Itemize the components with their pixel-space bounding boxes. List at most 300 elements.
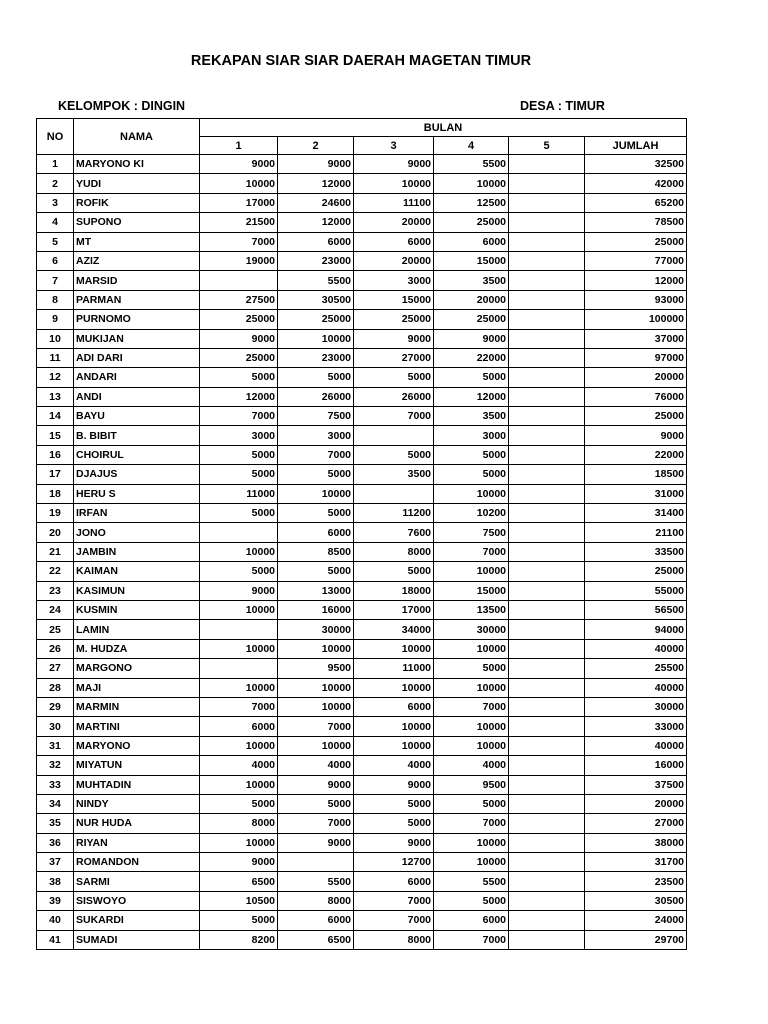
- row-jumlah: 25500: [585, 659, 687, 678]
- row-no: 13: [37, 387, 74, 406]
- row-jumlah: 25000: [585, 562, 687, 581]
- row-month-2: 5000: [278, 368, 354, 387]
- row-month-3: 9000: [354, 833, 434, 852]
- row-nama: MUKIJAN: [74, 329, 200, 348]
- row-month-4: 12500: [434, 193, 509, 212]
- row-month-4: 7000: [434, 697, 509, 716]
- row-month-4: 20000: [434, 290, 509, 309]
- row-month-1: 9000: [200, 853, 278, 872]
- row-month-1: 7000: [200, 407, 278, 426]
- row-no: 19: [37, 504, 74, 523]
- table-row: [37, 329, 687, 348]
- row-nama: DJAJUS: [74, 465, 200, 484]
- row-month-1: 12000: [200, 387, 278, 406]
- row-month-2: 10000: [278, 329, 354, 348]
- row-no: 26: [37, 639, 74, 658]
- row-month-3: 3500: [354, 465, 434, 484]
- row-month-2: 9000: [278, 833, 354, 852]
- header-month-5: 5: [509, 137, 585, 155]
- row-month-5: [509, 465, 585, 484]
- row-month-4: 5000: [434, 368, 509, 387]
- row-no: 24: [37, 600, 74, 619]
- table-row: [37, 562, 687, 581]
- row-month-4: 10000: [434, 639, 509, 658]
- row-nama: ANDI: [74, 387, 200, 406]
- row-month-3: 6000: [354, 697, 434, 716]
- row-nama: AZIZ: [74, 251, 200, 270]
- header-bulan: BULAN: [200, 119, 687, 137]
- table-row: [37, 717, 687, 736]
- row-nama: KASIMUN: [74, 581, 200, 600]
- row-month-2: 7000: [278, 717, 354, 736]
- row-month-2: 23000: [278, 348, 354, 367]
- row-month-2: 5000: [278, 465, 354, 484]
- row-month-3: 34000: [354, 620, 434, 639]
- row-jumlah: 20000: [585, 368, 687, 387]
- row-month-1: [200, 271, 278, 290]
- row-no: 33: [37, 775, 74, 794]
- row-jumlah: 40000: [585, 678, 687, 697]
- row-month-4: 10000: [434, 717, 509, 736]
- row-month-3: 10000: [354, 736, 434, 755]
- row-jumlah: 18500: [585, 465, 687, 484]
- row-month-1: 10000: [200, 542, 278, 561]
- row-month-4: 5000: [434, 891, 509, 910]
- row-month-1: 8200: [200, 930, 278, 949]
- row-month-3: 6000: [354, 232, 434, 251]
- row-no: 3: [37, 193, 74, 212]
- row-jumlah: 32500: [585, 155, 687, 174]
- row-month-5: [509, 155, 585, 174]
- row-month-5: [509, 775, 585, 794]
- row-month-4: 7000: [434, 930, 509, 949]
- row-no: 15: [37, 426, 74, 445]
- row-jumlah: 37000: [585, 329, 687, 348]
- row-nama: MARSID: [74, 271, 200, 290]
- row-month-3: 5000: [354, 368, 434, 387]
- row-month-5: [509, 310, 585, 329]
- row-no: 40: [37, 911, 74, 930]
- table-row: [37, 174, 687, 193]
- row-month-1: 10000: [200, 174, 278, 193]
- table-row: [37, 504, 687, 523]
- row-month-4: 22000: [434, 348, 509, 367]
- row-month-1: 5000: [200, 562, 278, 581]
- row-month-2: 3000: [278, 426, 354, 445]
- row-month-4: 10200: [434, 504, 509, 523]
- row-month-1: 10000: [200, 736, 278, 755]
- row-month-1: 6000: [200, 717, 278, 736]
- row-month-2: 9500: [278, 659, 354, 678]
- row-jumlah: 30000: [585, 697, 687, 716]
- row-month-4: 5000: [434, 445, 509, 464]
- header-month-1: 1: [200, 137, 278, 155]
- row-month-2: 7500: [278, 407, 354, 426]
- row-month-2: 23000: [278, 251, 354, 270]
- row-nama: JONO: [74, 523, 200, 542]
- row-nama: BAYU: [74, 407, 200, 426]
- row-month-1: 8000: [200, 814, 278, 833]
- row-nama: ANDARI: [74, 368, 200, 387]
- row-month-3: [354, 484, 434, 503]
- row-jumlah: 33000: [585, 717, 687, 736]
- row-no: 36: [37, 833, 74, 852]
- row-nama: MARYONO KI: [74, 155, 200, 174]
- row-month-5: [509, 853, 585, 872]
- row-month-3: 15000: [354, 290, 434, 309]
- row-no: 12: [37, 368, 74, 387]
- row-month-2: 12000: [278, 213, 354, 232]
- row-month-5: [509, 872, 585, 891]
- row-month-3: 3000: [354, 271, 434, 290]
- row-month-2: 24600: [278, 193, 354, 212]
- row-month-2: 5500: [278, 872, 354, 891]
- row-month-4: 10000: [434, 853, 509, 872]
- row-jumlah: 40000: [585, 736, 687, 755]
- row-month-3: 9000: [354, 329, 434, 348]
- row-month-4: 10000: [434, 736, 509, 755]
- row-nama: JAMBIN: [74, 542, 200, 561]
- row-month-4: 10000: [434, 562, 509, 581]
- table-row: [37, 445, 687, 464]
- row-jumlah: 42000: [585, 174, 687, 193]
- row-month-5: [509, 368, 585, 387]
- row-month-5: [509, 193, 585, 212]
- row-month-2: 16000: [278, 600, 354, 619]
- row-jumlah: 56500: [585, 600, 687, 619]
- row-nama: KUSMIN: [74, 600, 200, 619]
- row-month-5: [509, 271, 585, 290]
- row-no: 4: [37, 213, 74, 232]
- row-jumlah: 40000: [585, 639, 687, 658]
- row-month-3: 5000: [354, 562, 434, 581]
- row-month-2: 8000: [278, 891, 354, 910]
- row-month-3: 25000: [354, 310, 434, 329]
- row-jumlah: 21100: [585, 523, 687, 542]
- row-month-1: 27500: [200, 290, 278, 309]
- row-no: 35: [37, 814, 74, 833]
- header-month-2: 2: [278, 137, 354, 155]
- row-no: 28: [37, 678, 74, 697]
- row-month-5: [509, 600, 585, 619]
- table-row: [37, 872, 687, 891]
- row-nama: KAIMAN: [74, 562, 200, 581]
- row-month-1: 19000: [200, 251, 278, 270]
- row-month-5: [509, 891, 585, 910]
- table-row: [37, 523, 687, 542]
- row-month-4: 15000: [434, 581, 509, 600]
- row-month-4: 25000: [434, 213, 509, 232]
- row-nama: IRFAN: [74, 504, 200, 523]
- table-row: [37, 465, 687, 484]
- row-month-5: [509, 329, 585, 348]
- header-jumlah: JUMLAH: [585, 137, 687, 155]
- table-row: [37, 697, 687, 716]
- row-month-3: 27000: [354, 348, 434, 367]
- row-no: 16: [37, 445, 74, 464]
- row-month-5: [509, 290, 585, 309]
- table-row: [37, 891, 687, 910]
- row-month-4: 9000: [434, 329, 509, 348]
- row-jumlah: 31000: [585, 484, 687, 503]
- row-jumlah: 76000: [585, 387, 687, 406]
- row-month-1: 9000: [200, 581, 278, 600]
- table-row: [37, 348, 687, 367]
- row-no: 21: [37, 542, 74, 561]
- row-month-3: 8000: [354, 930, 434, 949]
- row-jumlah: 30500: [585, 891, 687, 910]
- row-nama: RIYAN: [74, 833, 200, 852]
- row-month-3: 11200: [354, 504, 434, 523]
- table-row: [37, 794, 687, 813]
- row-month-5: [509, 484, 585, 503]
- table-row: [37, 407, 687, 426]
- row-month-5: [509, 426, 585, 445]
- row-month-1: 5000: [200, 465, 278, 484]
- row-month-3: 9000: [354, 155, 434, 174]
- row-month-1: [200, 620, 278, 639]
- row-month-4: 30000: [434, 620, 509, 639]
- row-no: 7: [37, 271, 74, 290]
- row-month-1: 25000: [200, 310, 278, 329]
- row-month-1: 10000: [200, 775, 278, 794]
- row-month-2: 5000: [278, 794, 354, 813]
- row-month-1: 10000: [200, 600, 278, 619]
- row-month-3: 12700: [354, 853, 434, 872]
- row-nama: ADI DARI: [74, 348, 200, 367]
- row-jumlah: 31700: [585, 853, 687, 872]
- table-row: [37, 736, 687, 755]
- row-month-4: 15000: [434, 251, 509, 270]
- table-row: [37, 271, 687, 290]
- row-month-5: [509, 251, 585, 270]
- row-month-5: [509, 717, 585, 736]
- row-month-2: 6000: [278, 523, 354, 542]
- row-nama: SUKARDI: [74, 911, 200, 930]
- row-month-4: 5500: [434, 872, 509, 891]
- row-month-5: [509, 639, 585, 658]
- row-no: 2: [37, 174, 74, 193]
- row-jumlah: 20000: [585, 794, 687, 813]
- row-month-3: 5000: [354, 445, 434, 464]
- row-nama: ROFIK: [74, 193, 200, 212]
- row-no: 14: [37, 407, 74, 426]
- row-jumlah: 27000: [585, 814, 687, 833]
- row-month-1: 5000: [200, 504, 278, 523]
- row-month-1: 10500: [200, 891, 278, 910]
- row-month-2: 10000: [278, 736, 354, 755]
- row-month-2: 7000: [278, 814, 354, 833]
- row-month-5: [509, 542, 585, 561]
- row-month-3: 7000: [354, 911, 434, 930]
- table-row: [37, 853, 687, 872]
- row-month-5: [509, 697, 585, 716]
- row-month-2: 10000: [278, 484, 354, 503]
- row-month-1: 17000: [200, 193, 278, 212]
- row-jumlah: 93000: [585, 290, 687, 309]
- row-month-5: [509, 523, 585, 542]
- row-no: 18: [37, 484, 74, 503]
- row-month-1: 21500: [200, 213, 278, 232]
- row-month-3: 4000: [354, 756, 434, 775]
- row-month-1: 5000: [200, 445, 278, 464]
- table-row: [37, 290, 687, 309]
- row-month-2: 30000: [278, 620, 354, 639]
- row-no: 30: [37, 717, 74, 736]
- row-jumlah: 23500: [585, 872, 687, 891]
- row-month-2: 10000: [278, 678, 354, 697]
- kelompok-label: KELOMPOK : DINGIN: [58, 99, 186, 113]
- row-nama: B. BIBIT: [74, 426, 200, 445]
- row-month-2: 9000: [278, 155, 354, 174]
- row-nama: MUHTADIN: [74, 775, 200, 794]
- row-month-4: 10000: [434, 174, 509, 193]
- row-nama: MARTINI: [74, 717, 200, 736]
- row-nama: MARYONO: [74, 736, 200, 755]
- row-jumlah: 31400: [585, 504, 687, 523]
- row-month-1: 5000: [200, 368, 278, 387]
- row-month-4: 3500: [434, 271, 509, 290]
- table-row: [37, 600, 687, 619]
- table-row: [37, 756, 687, 775]
- row-month-4: 5000: [434, 794, 509, 813]
- row-month-3: 7000: [354, 891, 434, 910]
- row-nama: YUDI: [74, 174, 200, 193]
- row-month-2: 10000: [278, 697, 354, 716]
- table-row: [37, 484, 687, 503]
- row-month-3: 10000: [354, 639, 434, 658]
- row-month-5: [509, 174, 585, 193]
- row-no: 6: [37, 251, 74, 270]
- row-nama: MARGONO: [74, 659, 200, 678]
- row-month-1: 10000: [200, 639, 278, 658]
- table-row: [37, 911, 687, 930]
- row-nama: SUPONO: [74, 213, 200, 232]
- row-month-5: [509, 232, 585, 251]
- row-month-3: 11100: [354, 193, 434, 212]
- row-jumlah: 78500: [585, 213, 687, 232]
- row-month-5: [509, 348, 585, 367]
- row-month-5: [509, 562, 585, 581]
- row-month-5: [509, 930, 585, 949]
- header-no: NO: [37, 119, 74, 155]
- row-no: 39: [37, 891, 74, 910]
- row-month-4: 10000: [434, 678, 509, 697]
- header-nama: NAMA: [74, 119, 200, 155]
- table-row: [37, 426, 687, 445]
- desa-label: DESA : TIMUR: [520, 99, 605, 113]
- row-nama: MARMIN: [74, 697, 200, 716]
- row-month-1: 25000: [200, 348, 278, 367]
- row-no: 11: [37, 348, 74, 367]
- row-no: 22: [37, 562, 74, 581]
- row-month-4: 6000: [434, 911, 509, 930]
- row-no: 17: [37, 465, 74, 484]
- row-no: 27: [37, 659, 74, 678]
- row-month-3: 17000: [354, 600, 434, 619]
- row-jumlah: 25000: [585, 407, 687, 426]
- row-nama: PURNOMO: [74, 310, 200, 329]
- row-month-4: 7000: [434, 542, 509, 561]
- row-month-2: 6500: [278, 930, 354, 949]
- row-month-1: 7000: [200, 232, 278, 251]
- row-nama: HERU S: [74, 484, 200, 503]
- row-no: 23: [37, 581, 74, 600]
- row-month-4: 9500: [434, 775, 509, 794]
- table-row: [37, 814, 687, 833]
- row-month-1: 9000: [200, 329, 278, 348]
- row-month-3: [354, 426, 434, 445]
- row-month-5: [509, 833, 585, 852]
- row-month-3: 20000: [354, 213, 434, 232]
- row-nama: CHOIRUL: [74, 445, 200, 464]
- row-month-3: 10000: [354, 174, 434, 193]
- row-month-4: 6000: [434, 232, 509, 251]
- row-month-3: 7000: [354, 407, 434, 426]
- row-jumlah: 16000: [585, 756, 687, 775]
- row-month-3: 11000: [354, 659, 434, 678]
- table-row: [37, 620, 687, 639]
- row-no: 5: [37, 232, 74, 251]
- row-month-1: 11000: [200, 484, 278, 503]
- row-month-2: 7000: [278, 445, 354, 464]
- row-no: 37: [37, 853, 74, 872]
- row-no: 9: [37, 310, 74, 329]
- row-month-5: [509, 445, 585, 464]
- row-month-5: [509, 794, 585, 813]
- row-nama: MAJI: [74, 678, 200, 697]
- row-month-4: 10000: [434, 484, 509, 503]
- row-month-1: [200, 659, 278, 678]
- row-month-2: 13000: [278, 581, 354, 600]
- row-month-1: 5000: [200, 911, 278, 930]
- row-month-2: 25000: [278, 310, 354, 329]
- table-row: [37, 581, 687, 600]
- row-month-5: [509, 581, 585, 600]
- rekap-table: [36, 118, 687, 950]
- row-jumlah: 100000: [585, 310, 687, 329]
- row-no: 20: [37, 523, 74, 542]
- row-no: 38: [37, 872, 74, 891]
- row-nama: LAMIN: [74, 620, 200, 639]
- table-row: [37, 930, 687, 949]
- row-month-1: 10000: [200, 678, 278, 697]
- row-month-1: [200, 523, 278, 542]
- row-jumlah: 12000: [585, 271, 687, 290]
- row-month-4: 10000: [434, 833, 509, 852]
- table-row: [37, 251, 687, 270]
- row-month-1: 7000: [200, 697, 278, 716]
- row-month-4: 13500: [434, 600, 509, 619]
- row-jumlah: 24000: [585, 911, 687, 930]
- row-jumlah: 9000: [585, 426, 687, 445]
- row-month-4: 4000: [434, 756, 509, 775]
- row-month-2: 26000: [278, 387, 354, 406]
- row-month-4: 7000: [434, 814, 509, 833]
- table-row: [37, 193, 687, 212]
- document-title: REKAPAN SIAR SIAR DAERAH MAGETAN TIMUR: [190, 53, 532, 69]
- row-no: 1: [37, 155, 74, 174]
- row-month-5: [509, 659, 585, 678]
- row-jumlah: 94000: [585, 620, 687, 639]
- row-no: 29: [37, 697, 74, 716]
- row-month-5: [509, 756, 585, 775]
- row-month-5: [509, 736, 585, 755]
- row-no: 41: [37, 930, 74, 949]
- row-no: 25: [37, 620, 74, 639]
- row-month-5: [509, 678, 585, 697]
- row-jumlah: 97000: [585, 348, 687, 367]
